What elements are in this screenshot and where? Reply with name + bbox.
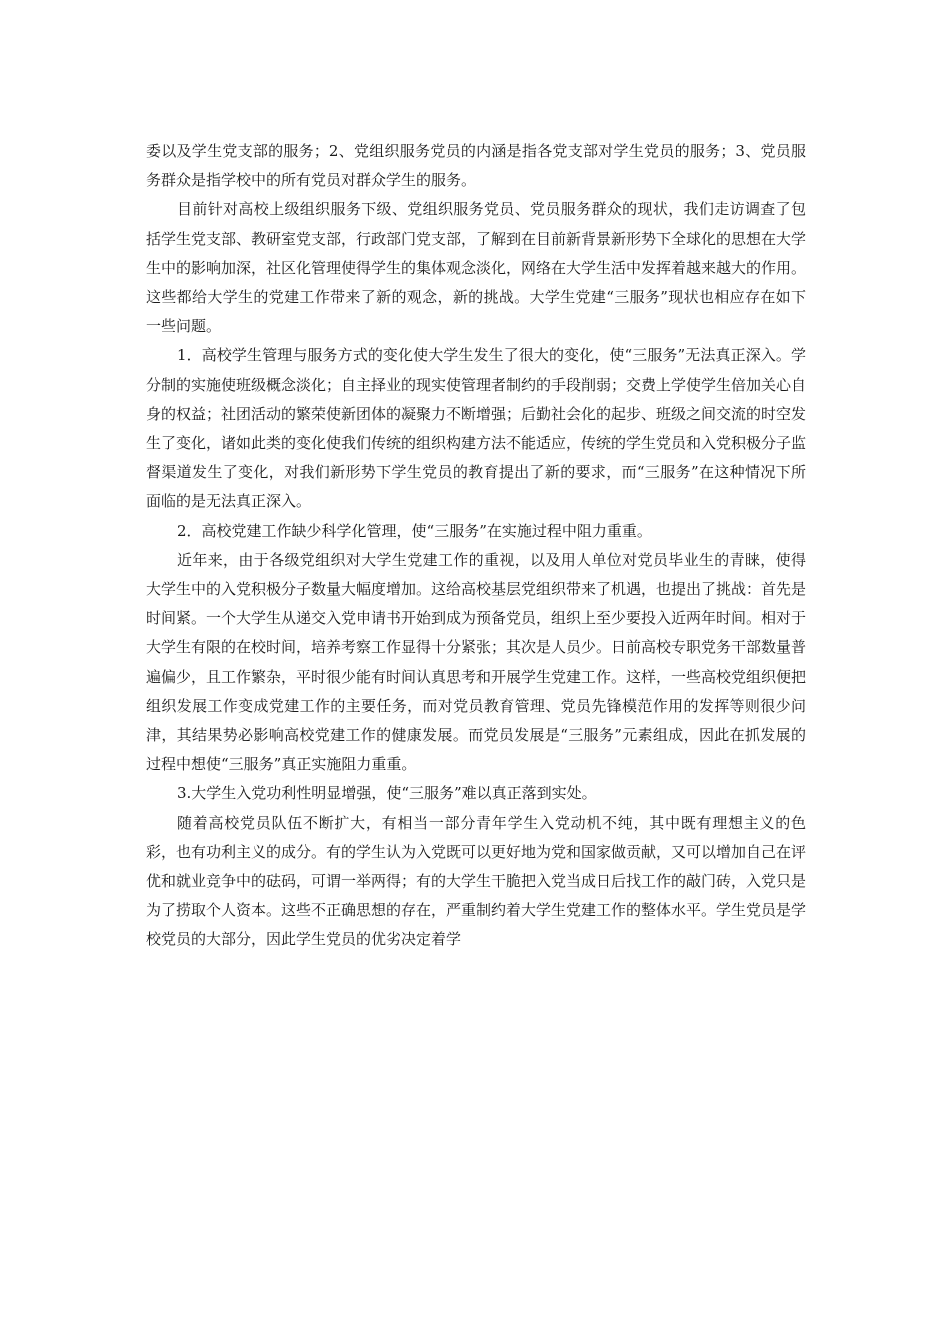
- paragraph-issue-2-heading: 2．高校党建工作缺少科学化管理，使“三服务”在实施过程中阻力重重。: [177, 521, 652, 540]
- paragraph-issue-1: 1．高校学生管理与服务方式的变化使大学生发生了很大的变化，使“三服务”无法真正深入。学分制的实施使班级概念淡化；自主择业的现实使管理者制约的手段削弱；交费上学使学生倍加关心自身的权益；社团活动的繁荣使新团体的凝聚力不断增强；后勤社会化的起步、班级之间交流的时空发生了变化，诸如此类的变化使我们传统的组织构建方法不能适应，传统的学生党员和入党积极分子监督渠道发生了变化，对我们新形势下学生党员的教育提出了新的要求，而“三服务”在这种情况下所面临的是无法真正深入。: [146, 346, 807, 511]
- paragraph-issue-3-body: 随着高校党员队伍不断扩大，有相当一部分青年学生入党动机不纯，其中既有理想主义的色彩，也有功利主义的成分。有的学生认为入党既可以更好地为党和国家做贡献，又可以增加自己在评优和就业竞争中的砝码，可谓一举两得；有的大学生干脆把入党当成日后找工作的敲门砖，入党只是为了捞取个人资本。这些不正确思想的存在，严重制约着大学生党建工作的整体水平。学生党员是学校党员的大部分，因此学生党员的优劣决定着学: [146, 813, 807, 949]
- paragraph-issue-2-body: 近年来，由于各级党组织对大学生党建工作的重视，以及用人单位对党员毕业生的青睐，使得大学生中的入党积极分子数量大幅度增加。这给高校基层党组织带来了机遇，也提出了挑战：首先是时间紧。一个大学生从递交入党申请书开始到成为预备党员，组织上至少要投入近两年时间。相对于大学生有限的在校时间，培养考察工作显得十分紧张；其次是人员少。日前高校专职党务干部数量普遍偏少，且工作繁杂，平时很少能有时间认真思考和开展学生党建工作。这样，一些高校党组织便把组织发展工作变成党建工作的主要任务，而对党员教育管理、党员先锋模范作用的发挥等则很少问津，其结果势必影响高校党建工作的健康发展。而党员发展是“三服务”元素组成，因此在抓发展的过程中想使“三服务”真正实施阻力重重。: [146, 550, 807, 774]
- paragraph-service-definitions: 委以及学生党支部的服务；2、党组织服务党员的内涵是指各党支部对学生党员的服务；3、党员服务群众是指学校中的所有党员对群众学生的服务。: [146, 142, 806, 190]
- paragraph-issue-3-heading: 3.大学生入党功利性明显增强，使“三服务”难以真正落到实处。: [177, 784, 597, 803]
- paragraph-current-situation: 目前针对高校上级组织服务下级、党组织服务党员、党员服务群众的现状，我们走访调查了包括学生党支部、教研室党支部，行政部门党支部，了解到在目前新背景新形势下全球化的思想在大学生中的影响加深，社区化管理使得学生的集体观念淡化，网络在大学生活中发挥着越来越大的作用。这些都给大学生的党建工作带来了新的观念，新的挑战。大学生党建“三服务”现状也相应存在如下一些问题。: [146, 200, 807, 336]
- document-body: [146, 137, 806, 955]
